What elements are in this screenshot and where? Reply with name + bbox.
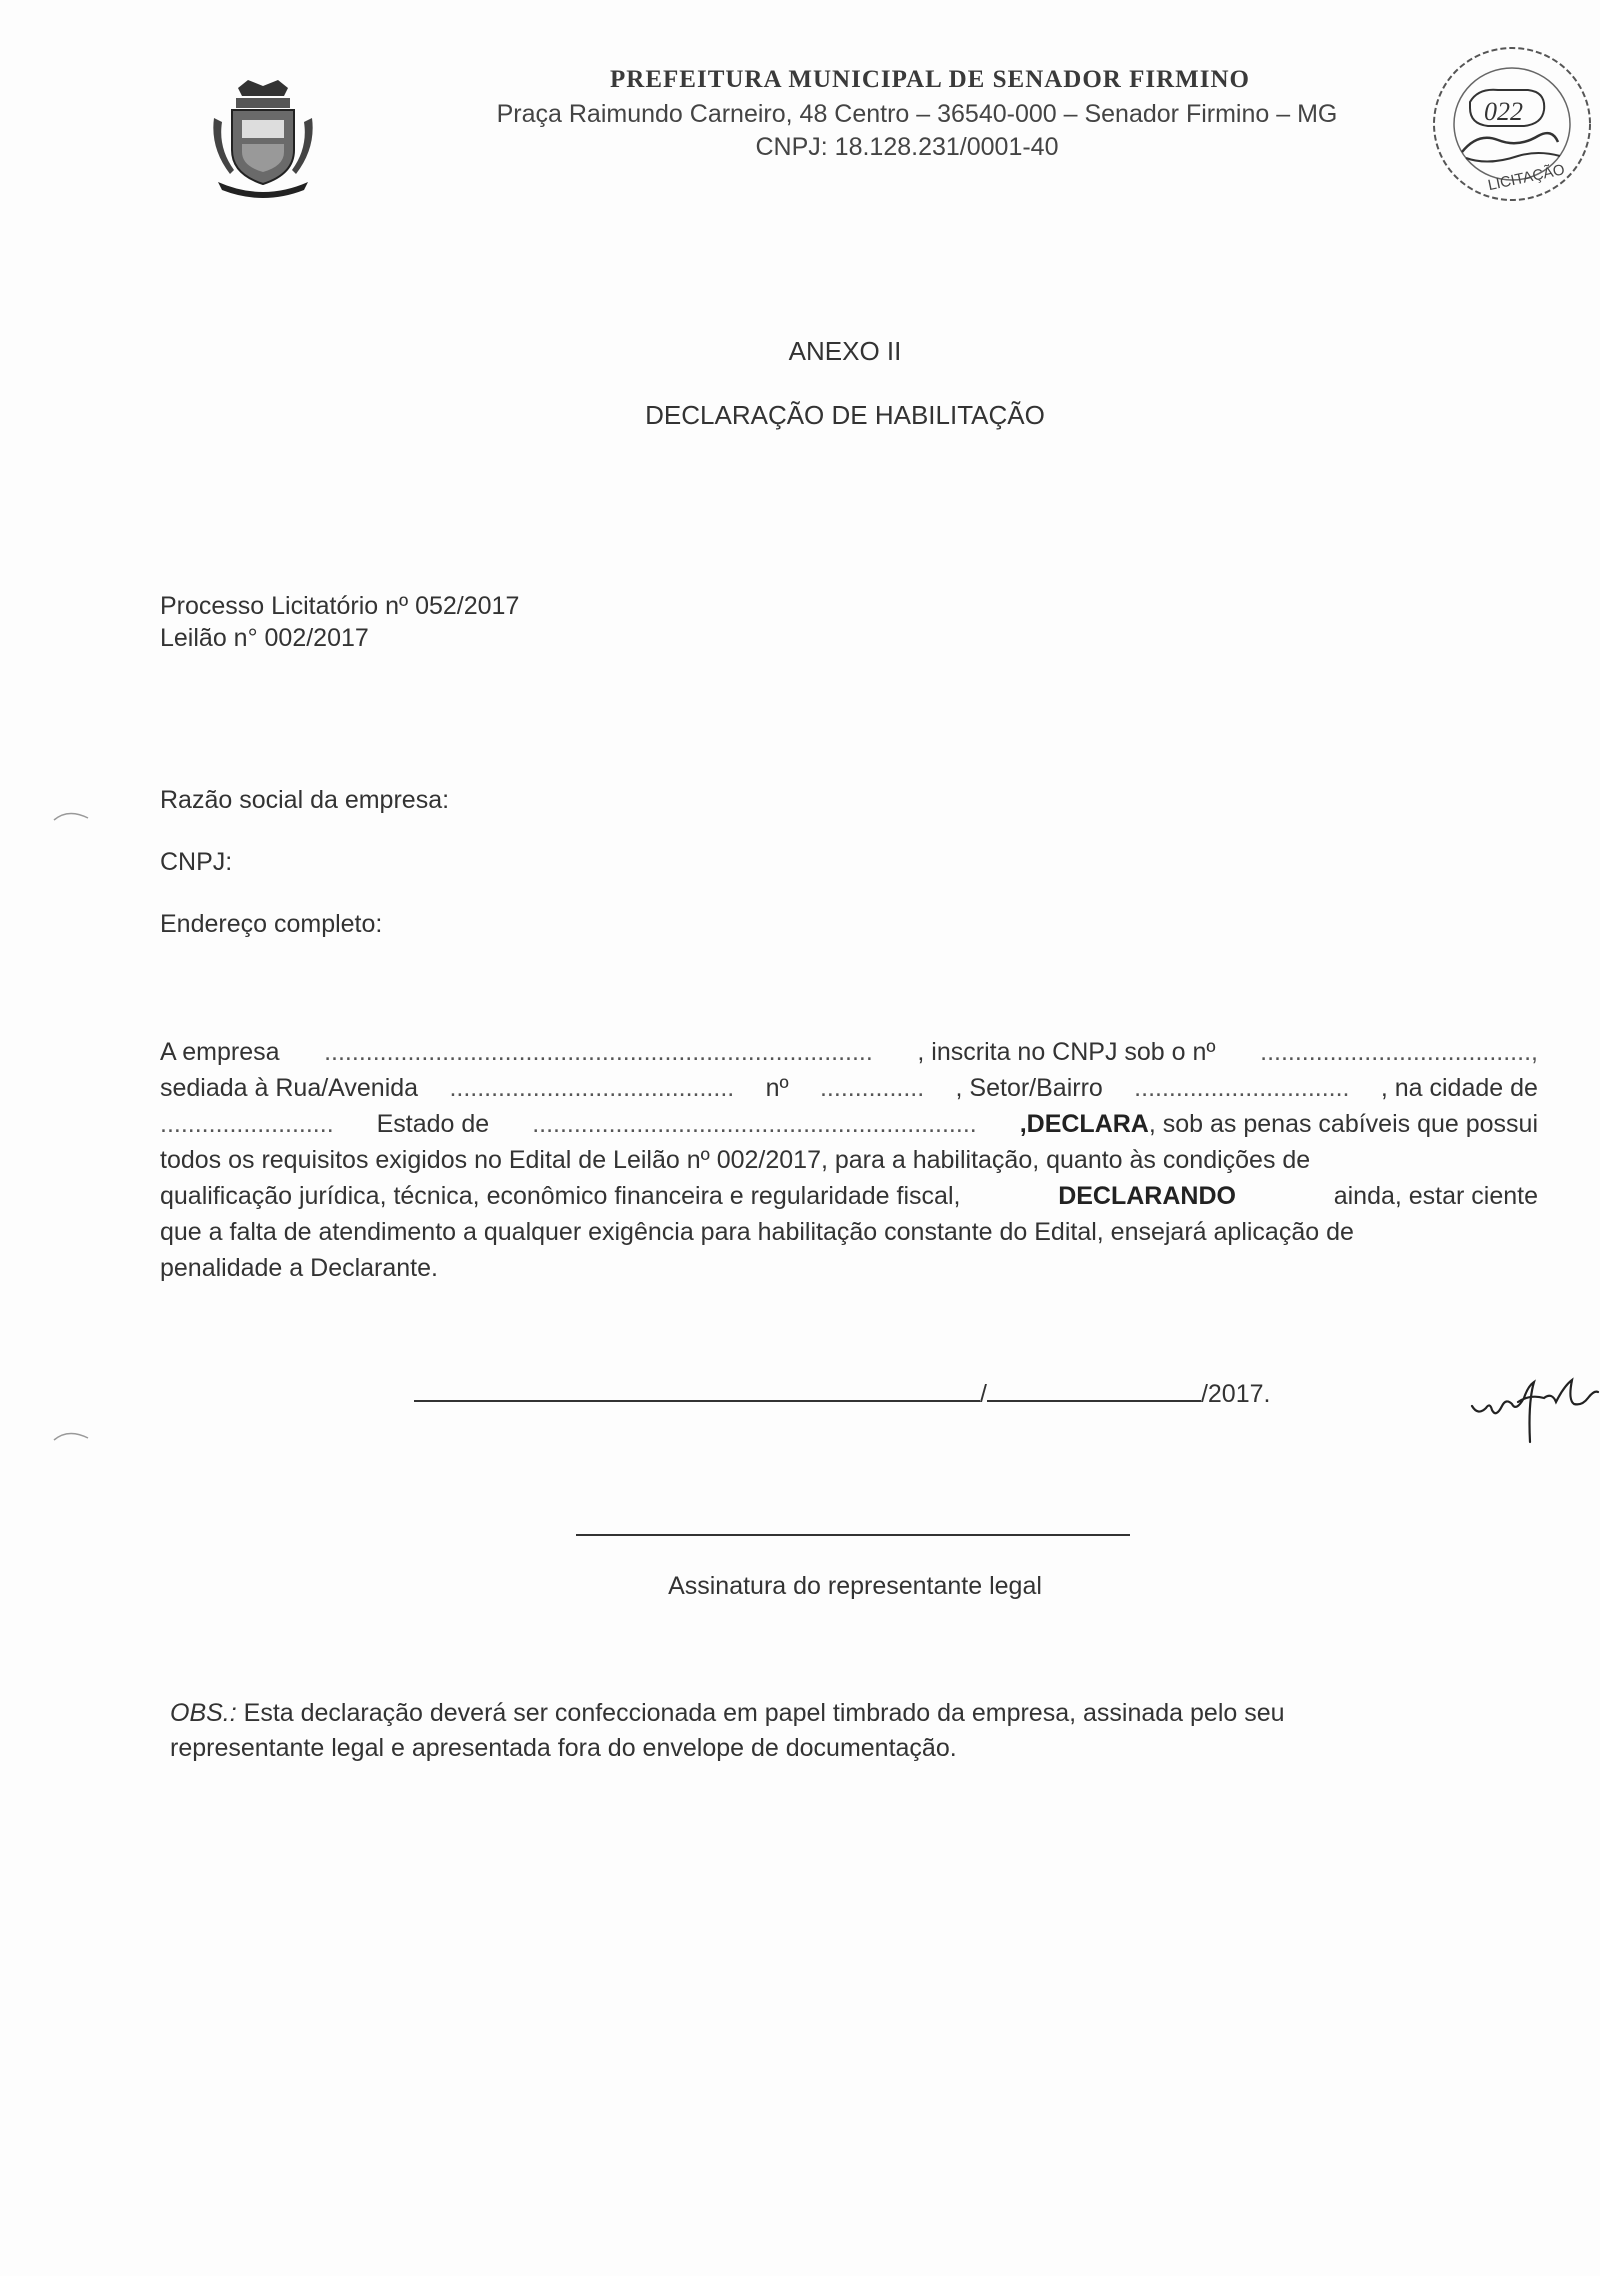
obs-label: OBS.: <box>170 1699 237 1727</box>
declaration-line <box>160 1178 1538 1214</box>
stamp-licitacao-text: LICITAÇÃO <box>1486 161 1567 195</box>
fill-blank: ............... <box>819 1074 925 1102</box>
declaration-text: nº <box>765 1074 789 1102</box>
fill-blank: ............................................................................... <box>324 1038 873 1066</box>
declaration-line <box>160 1034 1538 1070</box>
field-cnpj: CNPJ: <box>160 848 233 876</box>
process-number: Processo Licitatório nº 052/2017 <box>160 592 520 620</box>
field-razao-social: Razão social da empresa: <box>160 786 450 814</box>
declaration-text: qualificação jurídica, técnica, econômico financeira e regularidade fiscal, <box>160 1182 961 1210</box>
obs-text: representante legal e apresentada fora do envelope de documentação. <box>170 1734 957 1762</box>
margin-mark-icon <box>52 806 92 824</box>
date-blank-day-month <box>414 1378 980 1402</box>
org-name: PREFEITURA MUNICIPAL DE SENADOR FIRMINO <box>610 66 1250 93</box>
observation-note <box>170 1696 1430 1766</box>
municipal-crest-icon <box>208 78 318 198</box>
fill-blank: ............................... <box>1134 1074 1350 1102</box>
declaration-text: , sob as penas cabíveis que possui <box>1148 1110 1538 1138</box>
margin-mark-icon <box>52 1426 92 1444</box>
declaration-line <box>160 1070 1538 1106</box>
date-line <box>414 1378 1270 1409</box>
declaration-text: , inscrita no CNPJ sob o nº <box>917 1038 1216 1066</box>
obs-text: Esta declaração deverá ser confeccionada em papel timbrado da empresa, assinada pelo seu <box>243 1699 1285 1727</box>
handwritten-initials-icon <box>1468 1372 1600 1452</box>
declaration-paragraph <box>160 1034 1538 1286</box>
fill-blank: ......................................., <box>1260 1038 1538 1066</box>
declaration-line <box>160 1214 1538 1250</box>
org-address: Praça Raimundo Carneiro, 48 Centro – 36540-000 – Senador Firmino – MG <box>496 100 1338 128</box>
declara-keyword: ,DECLARA <box>1019 1110 1149 1138</box>
signature-line <box>576 1534 1130 1536</box>
declaration-text: , Setor/Bairro <box>955 1074 1103 1102</box>
observation-line <box>170 1731 1430 1766</box>
declaration-text: penalidade a Declarante. <box>160 1254 438 1282</box>
letterhead <box>430 66 1430 162</box>
signature-label: Assinatura do representante legal <box>668 1572 1042 1600</box>
observation-line <box>170 1696 1430 1731</box>
fill-blank: ......................... <box>160 1110 334 1138</box>
auction-number: Leilão n° 002/2017 <box>160 624 369 652</box>
declaration-text: todos os requisitos exigidos no Edital de Leilão nº 002/2017, para a habilitação, quanto às condições de <box>160 1146 1311 1174</box>
date-separator: / <box>980 1380 987 1408</box>
declaration-text: , na cidade de <box>1380 1074 1538 1102</box>
declaration-text: que a falta de atendimento a qualquer exigência para habilitação constante do Edital, ensejará aplicação de <box>160 1218 1354 1246</box>
declaration-line <box>160 1106 1538 1142</box>
declaration-text: A empresa <box>160 1038 280 1066</box>
fill-blank: ......................................... <box>449 1074 735 1102</box>
fill-blank: ................................................................ <box>532 1110 977 1138</box>
org-cnpj: CNPJ: 18.128.231/0001-40 <box>755 133 1059 161</box>
date-year: /2017. <box>1200 1380 1271 1408</box>
annex-title: ANEXO II <box>788 336 902 366</box>
declarando-keyword: DECLARANDO <box>1058 1182 1236 1210</box>
declaration-line <box>160 1250 1538 1286</box>
date-blank-month <box>987 1378 1201 1402</box>
declaration-title: DECLARAÇÃO DE HABILITAÇÃO <box>645 400 1045 430</box>
declaration-text: sediada à Rua/Avenida <box>160 1074 419 1102</box>
declaration-line <box>160 1142 1538 1178</box>
declaration-text: ainda, estar ciente <box>1333 1182 1538 1210</box>
declaration-text: Estado de <box>376 1110 490 1138</box>
field-endereco: Endereço completo: <box>160 910 383 938</box>
commission-stamp-icon <box>1418 32 1598 212</box>
svg-text:022: 022 <box>1484 97 1523 126</box>
